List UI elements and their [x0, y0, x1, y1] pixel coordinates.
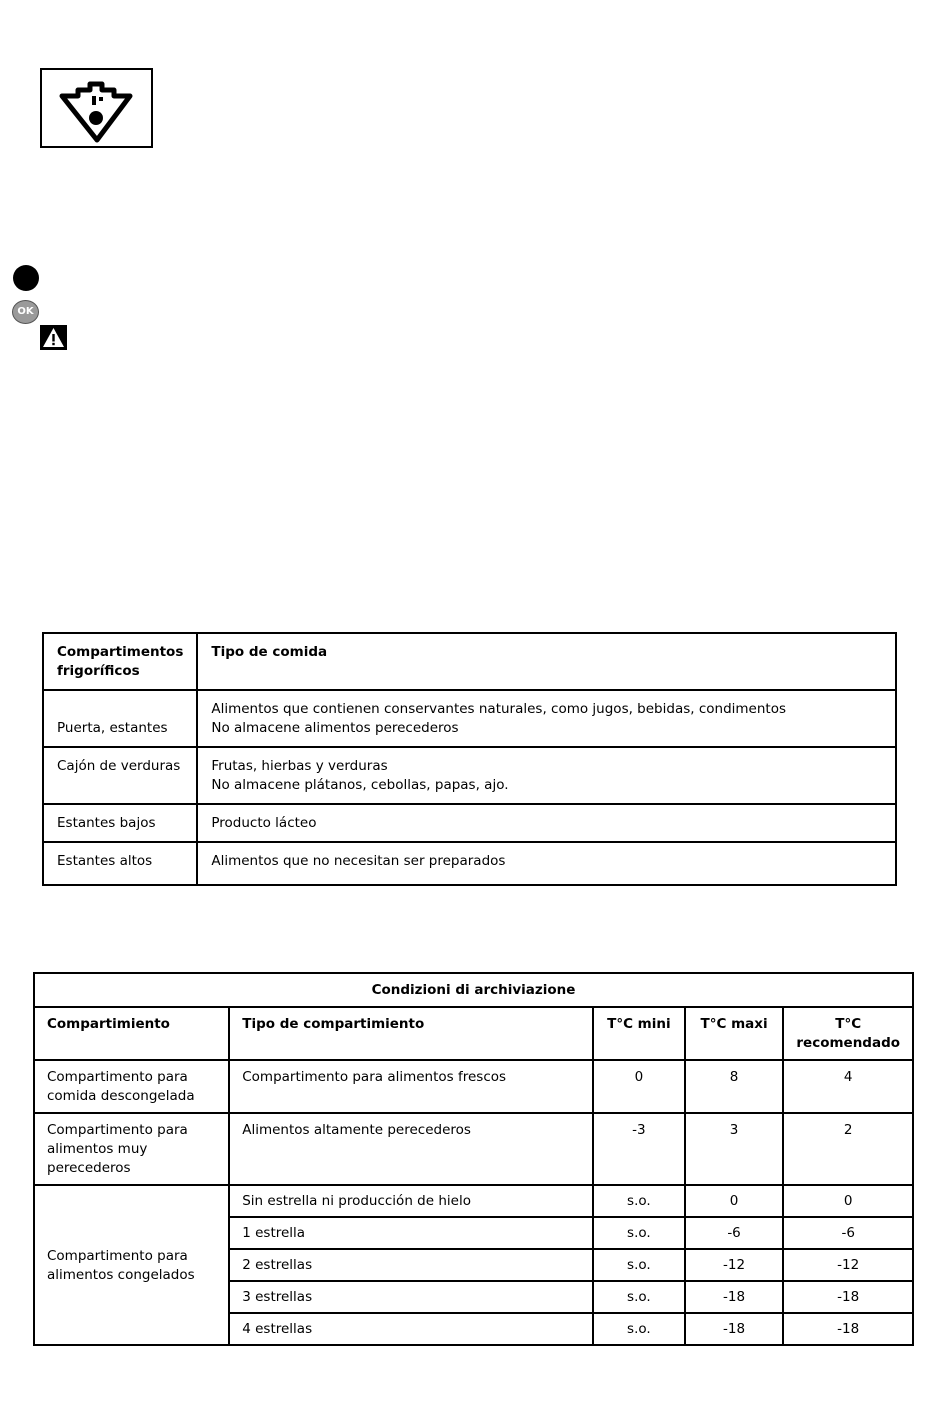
- compartment-cell: Estantes altos: [43, 842, 197, 885]
- temp-recommended-cell: 2: [783, 1113, 913, 1185]
- column-header-temp-min: T°C mini: [593, 1007, 685, 1060]
- food-type-line: No almacene alimentos perecederos: [211, 720, 459, 736]
- column-header-compartment: Compartimiento: [34, 1007, 229, 1060]
- table-caption-row: [34, 973, 913, 1007]
- compartment-cell: Compartimento para comida descongelada: [34, 1060, 229, 1113]
- temp-recommended-cell: 0: [783, 1185, 913, 1217]
- table-row: [34, 1060, 913, 1113]
- food-type-line: Producto lácteo: [211, 815, 317, 831]
- compartment-type-cell: Sin estrella ni producción de hielo: [229, 1185, 593, 1217]
- temp-min-cell: 0: [593, 1060, 685, 1113]
- compartment-cell: Compartimento para alimentos muy perecederos: [34, 1113, 229, 1185]
- temp-max-cell: -6: [685, 1217, 784, 1249]
- warning-triangle-icon: [40, 325, 67, 350]
- table-header-row: [43, 633, 896, 690]
- temp-max-cell: -12: [685, 1249, 784, 1281]
- temp-max-cell: 3: [685, 1113, 784, 1185]
- temp-min-cell: s.o.: [593, 1185, 685, 1217]
- compartment-cell: Estantes bajos: [43, 804, 197, 842]
- compartment-type-cell: Alimentos altamente perecederos: [229, 1113, 593, 1185]
- temp-recommended-cell: -12: [783, 1249, 913, 1281]
- ok-icon: OK: [12, 300, 39, 324]
- food-type-line: Alimentos que no necesitan ser preparados: [211, 853, 506, 869]
- temp-min-cell: s.o.: [593, 1281, 685, 1313]
- food-type-line: No almacene plátanos, cebollas, papas, ajo.: [211, 777, 509, 793]
- table-caption: Condizioni di archiviazione: [34, 973, 913, 1007]
- temp-recommended-cell: -6: [783, 1217, 913, 1249]
- temp-recommended-cell: -18: [783, 1313, 913, 1345]
- compartment-type-cell: Compartimento para alimentos frescos: [229, 1060, 593, 1113]
- table-row: [34, 1185, 913, 1217]
- temp-min-cell: -3: [593, 1113, 685, 1185]
- temp-max-cell: -18: [685, 1313, 784, 1345]
- compartment-type-cell: 3 estrellas: [229, 1281, 593, 1313]
- temp-recommended-cell: -18: [783, 1281, 913, 1313]
- compartment-type-cell: 2 estrellas: [229, 1249, 593, 1281]
- table-header-row: [34, 1007, 913, 1060]
- storage-conditions-table: [33, 972, 914, 1346]
- table-row: [43, 690, 896, 747]
- compartment-cell: Puerta, estantes: [43, 690, 197, 747]
- temp-recommended-cell: 4: [783, 1060, 913, 1113]
- table-row: [43, 747, 896, 804]
- table-row: [43, 804, 896, 842]
- food-type-cell: [197, 804, 896, 842]
- food-storage-table: [42, 632, 897, 886]
- table-row: [34, 1113, 913, 1185]
- food-type-line: Frutas, hierbas y verduras: [211, 758, 388, 774]
- column-header-compartment-type: Tipo de compartimiento: [229, 1007, 593, 1060]
- food-type-cell: [197, 747, 896, 804]
- fridge-temperature-indicator-icon: [40, 68, 153, 148]
- food-type-cell: [197, 842, 896, 885]
- compartment-type-cell: 4 estrellas: [229, 1313, 593, 1345]
- temp-min-cell: s.o.: [593, 1249, 685, 1281]
- compartment-cell: Compartimento para alimentos congelados: [34, 1185, 229, 1345]
- compartment-cell: Cajón de verduras: [43, 747, 197, 804]
- temp-min-cell: s.o.: [593, 1313, 685, 1345]
- compartment-type-cell: 1 estrella: [229, 1217, 593, 1249]
- table-row: [43, 842, 896, 885]
- temp-max-cell: 0: [685, 1185, 784, 1217]
- temp-min-cell: s.o.: [593, 1217, 685, 1249]
- column-header-temp-max: T°C maxi: [685, 1007, 784, 1060]
- column-header-compartments: Compartimentos frigoríficos: [43, 633, 197, 690]
- column-header-food-type: Tipo de comida: [197, 633, 896, 690]
- black-dot-icon: [13, 265, 39, 291]
- food-type-line: Alimentos que contienen conservantes naturales, como jugos, bebidas, condimentos: [211, 701, 786, 717]
- column-header-temp-recommended: T°C recomendado: [783, 1007, 913, 1060]
- food-type-cell: [197, 690, 896, 747]
- temp-max-cell: -18: [685, 1281, 784, 1313]
- temp-max-cell: 8: [685, 1060, 784, 1113]
